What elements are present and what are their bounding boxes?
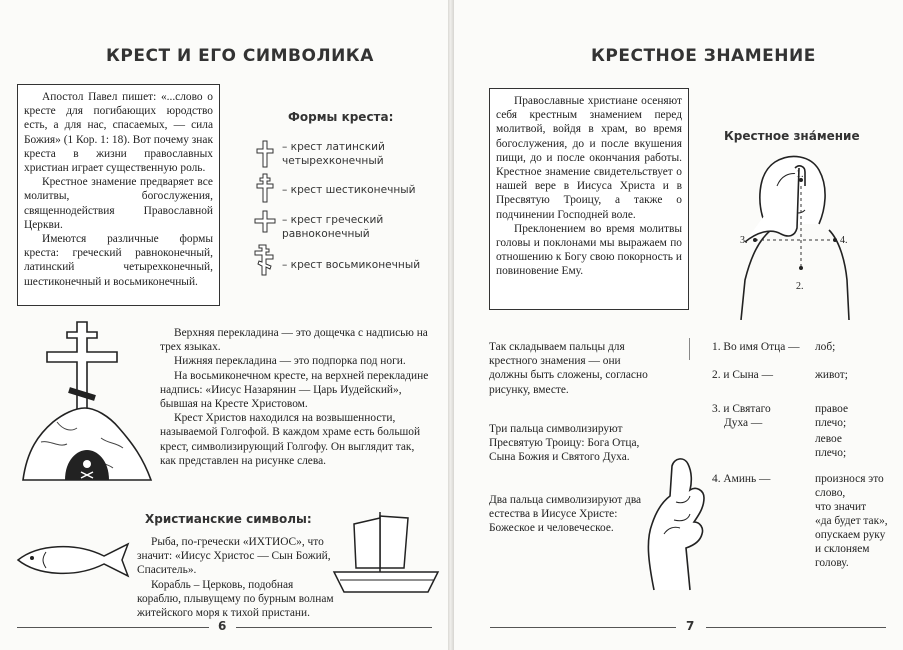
step-4-place-line-6: и склоняем	[815, 543, 870, 555]
crossing-intro-box	[489, 88, 689, 310]
cross-form-label-eight: – крест восьмиконечный	[282, 259, 421, 271]
crossing-paragraph-1: Православные христиане осеняют себя крестным знамением перед молитвой, войдя в храм, во время богослужения, до и после вкушения пищи, до и после окончания работы. Крестное знамение свидетельствует о нашей вере в Иисуса Христа и в Пресвятую Троицу, а также о подчинении Господней воле.	[496, 95, 682, 221]
left-footer-line	[17, 627, 209, 628]
ship-icon	[332, 510, 442, 600]
step-1-words: 1. Во имя Отца —	[712, 341, 800, 353]
left-page-number: 6	[218, 619, 227, 633]
folded-fingers-hand-illustration	[640, 456, 712, 596]
step-4-place-line-3: что значит	[815, 501, 867, 513]
cross-explanation-text	[160, 326, 432, 468]
figure-point-4: 4.	[840, 235, 848, 246]
six-pointed-cross-icon	[255, 173, 275, 203]
cross-form-label-six: – крест шестиконечный	[282, 184, 416, 196]
cross-explanation-2: Нижняя перекладина — это подпорка под ноги.	[174, 355, 406, 368]
step-3-words-line-1: 3. и Святаго	[712, 403, 771, 415]
step-4-place-line-1: произнося это	[815, 473, 884, 485]
ship-description: Корабль – Церковь, подобная кораблю, плывущему по бурным волнам житейского моря к тихой пристани.	[137, 578, 334, 620]
crossing-figure-title: Крестное зна́мение	[724, 129, 860, 143]
step-3-place-line-3: левое	[815, 433, 842, 445]
two-fingers-paragraph: Два пальца символизируют два естества в Иисусе Христе: Божеское и человеческое.	[489, 494, 642, 535]
right-page-number: 7	[686, 619, 695, 633]
step-1-place: лоб;	[815, 341, 836, 353]
intro-box	[17, 84, 220, 306]
step-4-place-line-7: голову.	[815, 557, 849, 569]
step-3-place-line-1: правое	[815, 403, 849, 415]
two-fingers-text	[489, 493, 649, 536]
greek-cross-icon	[254, 210, 276, 234]
crossing-paragraph-2: Преклонением во время молитвы головы и поклонами мы выражаем по отношению к Богу свою покорность и повиновение Ему.	[496, 222, 682, 278]
step-3-place-line-4: плечо;	[815, 447, 847, 459]
person-crossing-illustration	[735, 150, 855, 320]
cross-explanation-3: На восьмиконечном кресте, на верхней перекладине надпись: «Иисус Назарянин — Царь Иудейский», бывшая на Кресте Христовом.	[160, 369, 429, 411]
cross-explanation-4: Крест Христов находился на возвышенности, называемой Голгофой. В каждом храме есть большой крест, символизирующий Голгофу. Он выглядит так, как представлен на рисунке слева.	[160, 412, 421, 467]
fish-icon	[14, 540, 134, 580]
christian-symbols-text	[137, 535, 335, 620]
three-fingers-text	[489, 422, 649, 465]
cross-forms-heading: Формы креста:	[288, 110, 394, 124]
step-3-words-line-2: Духа —	[724, 417, 763, 429]
figure-point-1: 1.	[796, 169, 804, 180]
right-page-title: КРЕСТНОЕ ЗНАМЕНИЕ	[591, 46, 816, 66]
fingers-instruction	[489, 340, 661, 397]
cross-form-label-greek: – крест греческий равноконечный	[282, 214, 384, 240]
step-2-place: живот;	[815, 369, 848, 381]
step-4-words: 4. Аминь —	[712, 473, 771, 485]
latin-cross-icon	[255, 140, 275, 168]
steps-divider-mark	[689, 338, 690, 360]
fish-description: Рыба, по-гречески «ИХТИОС», что значит: «Иисус Христос — Сын Божий, Спаситель».	[137, 536, 331, 577]
figure-point-3: 3.	[740, 235, 748, 246]
golgotha-cross-illustration	[17, 318, 157, 488]
fingers-instruction-text: Так складываем пальцы для крестного знамения — они должны быть сложены, согласно рисунку, вместе.	[489, 341, 648, 396]
right-footer-line	[490, 627, 676, 628]
figure-point-2: 2.	[796, 281, 804, 292]
right-footer-line-2	[706, 627, 886, 628]
cross-explanation-1: Верхняя перекладина — это дощечка с надписью на трех языках.	[160, 327, 428, 354]
step-4-place-line-2: слово,	[815, 487, 846, 499]
step-2-words: 2. и Сына —	[712, 369, 773, 381]
step-3-place-line-2: плечо;	[815, 417, 847, 429]
left-footer-line-2	[236, 627, 432, 628]
book-gutter	[448, 0, 454, 650]
eight-pointed-cross-icon	[253, 244, 275, 276]
intro-paragraph-2: Крестное знамение предваряет все молитвы, богослужения, священнодействия Православной Церкви.	[24, 176, 213, 231]
christian-symbols-heading: Христианские символы:	[145, 512, 312, 526]
step-4-place-line-5: опускаем руку	[815, 529, 886, 541]
intro-paragraph-1: Апостол Павел пишет: «...слово о кресте для погибающих юродство есть, а для нас, спасаемых, — сила Божия» (1 Кор. 1: 18). Вот почему знак креста в жизни православных христиан играет существенную роль.	[24, 91, 213, 175]
intro-paragraph-3: Имеются различные формы креста: греческий равноконечный, латинский четырехконечный, шестиконечный и восьмиконечный.	[24, 233, 213, 288]
step-4-place-line-4: «да будет так»,	[815, 515, 888, 527]
cross-form-label-latin: – крест латинский четырехконечный	[282, 141, 385, 167]
left-page-title: КРЕСТ И ЕГО СИМВОЛИКА	[106, 46, 374, 66]
three-fingers-paragraph: Три пальца символизируют Пресвятую Троицу: Бога Отца, Сына Божия и Святого Духа.	[489, 423, 640, 464]
